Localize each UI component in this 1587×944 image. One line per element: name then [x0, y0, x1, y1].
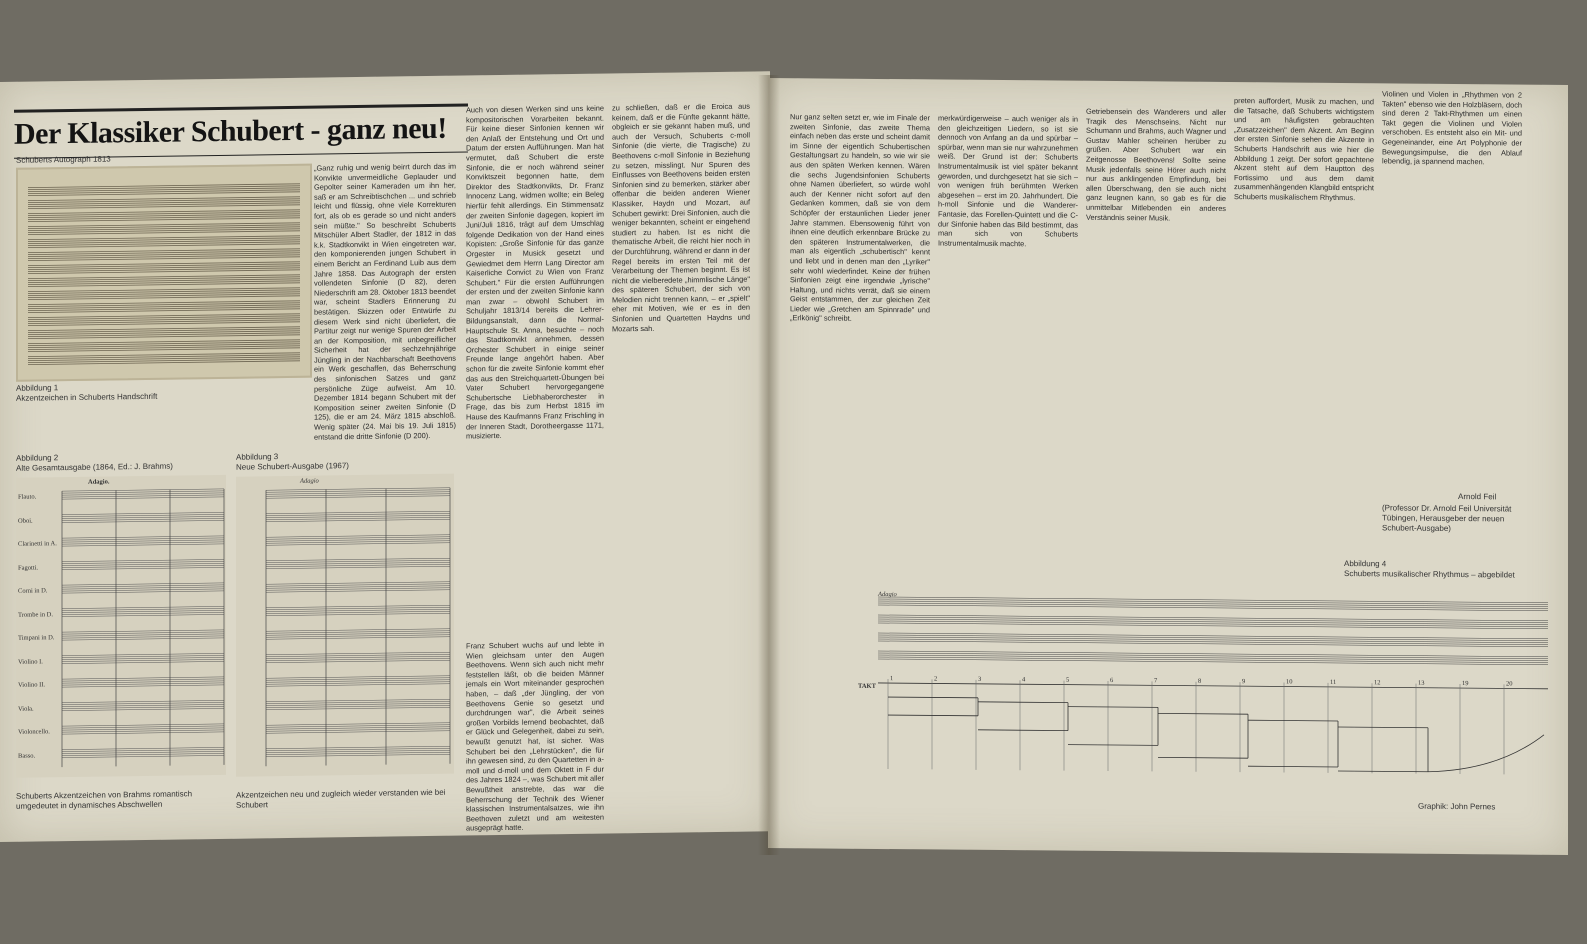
fig4-bar-number: 2: [934, 675, 938, 683]
manuscript-staff-line: [28, 314, 300, 318]
manuscript-staff-line: [28, 294, 300, 298]
autograph-manuscript: [18, 166, 310, 380]
fig1-caption-text: Akzentzeichen in Schuberts Handschrift: [16, 391, 158, 403]
manuscript-staff-line: [28, 238, 300, 242]
manuscript-staff-line: [28, 281, 300, 285]
manuscript-staff-line: [28, 318, 300, 322]
fig2-staff-line: [62, 489, 224, 491]
title-rule-top: [14, 103, 468, 112]
fig2-score: [16, 475, 226, 778]
fig4-rhythm-segment: [1158, 757, 1248, 758]
fig4-bar-number: 6: [1110, 676, 1114, 685]
manuscript-staff-line: [28, 203, 300, 207]
manuscript-staff-line: [28, 240, 300, 244]
manuscript-staff-line: [28, 210, 300, 214]
fig2-staff-line: [62, 632, 224, 634]
fig4-rhythm-segment: [978, 730, 1068, 731]
manuscript-staff-line: [28, 333, 300, 337]
fig3-tempo: Adagio: [300, 477, 319, 485]
manuscript-staff-line: [28, 229, 300, 233]
autograph-image: [16, 164, 312, 382]
fig2-instrument-label: Viola.: [18, 705, 34, 713]
fig2-staff-line: [62, 700, 224, 702]
fig2-staff-line: [62, 565, 224, 567]
text-column-4: Nur ganz selten setzt er, wie im Finale der zweiten Sinfonie, das zweite Thema einfach neben das erste und scheint damit im Sinne der eigentlich Schubertischen Gestaltungsart zu handeln, so wie wir sie aus den späten Werken kennen. Wären die sechs Jugendsinfonien Schuberts ohne Namen überliefert, so würde wohl auch der Kenner nicht sofort auf den Gedanken kommen, daß sie von dem Schöpfer der erstaunlichen Lieder jener Jahre stammen. Ebensowenig führt von ihnen eine deutlich erkennbare Brücke zu den späteren Instrumentalwerken, die man als eigentlich „schubertisch" kennt und liebt und in denen man den „Lyriker" sehr wohl wiederfindet. Keine der frühen Sinfonien zeigt eine irgendwie „lyrische" Haltung, und nichts verrät, daß sie einem Geist entstammen, der zur gleichen Zeit Lieder wie „Gretchen am Spinnrade" und „Erlkönig" schreibt.: [790, 112, 930, 324]
manuscript-staff-line: [28, 340, 300, 344]
manuscript-staff-line: [28, 301, 300, 305]
manuscript-staff-line: [28, 212, 300, 216]
manuscript-staff-line: [28, 353, 300, 357]
fig2-staff-line: [62, 608, 224, 610]
fig2-staff-line: [62, 585, 224, 587]
fig2-staff-line: [62, 730, 224, 732]
fig4-subtitle: Schuberts musikalischer Rhythmus – abgebildet: [1344, 569, 1515, 580]
fig2-staff-line: [62, 638, 224, 640]
fig2-staff-line: [62, 661, 224, 663]
fig4-bar-number: 19: [1462, 680, 1469, 688]
fig2-staff-line: [62, 659, 224, 661]
fig2-staff-line: [62, 561, 224, 563]
manuscript-staff-line: [28, 277, 300, 281]
manuscript-staff-line: [28, 186, 300, 190]
fig2-staff-line: [62, 518, 224, 520]
manuscript-staff-line: [28, 275, 300, 279]
manuscript-staff-line: [28, 253, 300, 257]
fig4-bar-number: 1: [890, 675, 894, 683]
fig2-staff-line: [62, 520, 224, 522]
manuscript-staff-line: [28, 335, 300, 339]
fig2-staff-line: [62, 538, 224, 540]
page-title: Der Klassiker Schubert - ganz neu!: [14, 111, 447, 151]
fig2-tempo: Adagio.: [88, 478, 110, 486]
fig2-staff-line: [62, 726, 224, 728]
fig2-staff-line: [62, 685, 224, 687]
fig4-takt-axis: [878, 683, 1548, 689]
fig4-rhythm-segment: [888, 697, 978, 698]
fig2-staff-line: [62, 514, 224, 516]
fig2-instrument-label: Corni in D.: [18, 587, 48, 595]
center-fold: [758, 75, 780, 855]
fig2-instrument-label: Basso.: [18, 752, 36, 760]
fig4-tempo: Adagio: [878, 590, 897, 599]
fig2-instrument-label: Oboi.: [18, 517, 33, 525]
fig2-staff-line: [62, 491, 224, 493]
manuscript-staff-line: [28, 359, 300, 363]
manuscript-staff-line: [28, 355, 300, 359]
manuscript-staff-line: [28, 216, 300, 220]
manuscript-staff-line: [28, 257, 300, 261]
fig3-caption: Akzentzeichen neu und zugleich wieder verstanden wie bei Schubert: [236, 787, 446, 810]
fig2-staff-line: [62, 724, 224, 726]
fig4-credit: Graphik: John Pernes: [1418, 801, 1496, 812]
manuscript-staff-line: [28, 346, 300, 350]
fig2-caption: Schuberts Akzentzeichen von Brahms romantisch umgedeutet in dynamisches Abschwellen: [16, 789, 193, 811]
fig2-staff-line: [62, 495, 224, 497]
manuscript-staff-line: [28, 309, 300, 313]
fig2-staff-line: [62, 497, 224, 499]
fig2-instrument-label: Clarinetti in A.: [18, 540, 57, 548]
manuscript-staff-line: [28, 305, 300, 309]
manuscript-staff-line: [28, 201, 300, 205]
manuscript-staff-line: [28, 264, 300, 268]
manuscript-staff-line: [28, 236, 300, 240]
fig2-staff-line: [62, 634, 224, 636]
fig2-staff-line: [62, 591, 224, 593]
fig2-staff-line: [62, 587, 224, 589]
manuscript-staff-line: [28, 290, 300, 294]
fig4-rhythm-segment: [1248, 766, 1338, 767]
fig2-instrument-label: Flauto.: [18, 493, 37, 501]
manuscript-staff-line: [28, 223, 300, 227]
author-affiliation: (Professor Dr. Arnold Feil Universität Tübingen, Herausgeber der neuen Schubert-Ausgabe): [1382, 503, 1512, 533]
manuscript-staff-line: [28, 218, 300, 222]
fig2-staff-lines: [16, 475, 226, 778]
fig4-rhythm-segment: [1338, 771, 1428, 772]
text-column-6: Getriebensein des Wanderers und aller Tragik des Menschseins. Nicht nur Schumann und Brahms, auch Wagner und Gustav Mahler scheinen herüber zu grüßen. Aber Schubert war ein Zeitgenosse Beethovens! Sollte seine Musik jedenfalls seine Hörer auch nicht nur aus anklingenden Empfindung, bei allen Überschwang, den sie auch nicht ganz leugnen kann, so gab es für die unmittelbar Mitlebenden ein anderes Verständnis seiner Musik.: [1086, 106, 1226, 223]
fig4-rhythm-segment: [1158, 713, 1248, 714]
left-page: [0, 71, 770, 842]
fig2-staff-line: [62, 542, 224, 544]
fig2-instrument-label: Violino I.: [18, 657, 43, 666]
fig2-staff-line: [62, 536, 224, 538]
manuscript-staff-line: [28, 225, 300, 229]
fig2-staff-line: [62, 540, 224, 542]
manuscript-staff-line: [28, 320, 300, 324]
fig2-staff-line: [62, 606, 224, 608]
text-column-2: Auch von diesen Werken sind uns keine kompositorischen Vorarbeiten bekannt. Für keine dieser Sinfonien kennen wir den Anlaß der Entstehung und Ort und Datum der ersten Aufführungen. Man hat vermutet, daß Schubert die erste Sinfonie, die er noch während seiner Konviktszeit begonnen hatte, dem Direktor des Stadtkonvikts, Dr. Franz Innocenz Lang, widmen wollte; ein Beleg hierfür fehlt allerdings. Ein Stimmensatz der zweiten Sinfonie dagegen, kopiert im Juni/Juli 1816, trägt auf dem Umschlag folgende Dedikation von der Hand eines Kopisten: „Große Sinfonie für das ganze Orgester in Musick gesetzt und Gewiedmet dem Herrn Lang Director am Kaiserliche Convict zu Wien von Franz Schubert." Für die ersten Aufführungen der ersten und der zweiten Sinfonie kann man zwar – obwohl Schubert im Schuljahr 1813/14 bereits die Lehrer-Bildungsanstalt, dann die Normal-Hauptschule St. Anna, besuchte – noch das Stadtkonvikt annehmen, dessen Orchester Schubert in einige seiner Freunde lange angehört haben. Aber schon für die zweite Sinfonie kommt eher das aus den Streichquartett-Übungen bei Vater Schubert hervorgegangene Schubertsche Liebhaberorchester in Frage, das bis zum Herbst 1815 im Hause des Kaufmanns Franz Frischling in der Inneren Stadt, Dorotheergasse 1171, musizierte.: [466, 103, 604, 441]
fig2-staff-line: [62, 751, 224, 753]
right-page: [768, 78, 1568, 855]
fig2-instrument-label: Violino II.: [18, 681, 46, 689]
manuscript-staff-line: [28, 262, 300, 266]
fig4-rhythm-graphic: [818, 578, 1548, 824]
autograph-label: Schuberts Autograph 1813: [16, 154, 111, 165]
fig3-subtitle: Neue Schubert-Ausgabe (1967): [236, 461, 349, 472]
manuscript-staff-line: [28, 283, 300, 287]
fig4-rhythm-segment: [978, 702, 1068, 703]
fig4-decay-curve: [1428, 734, 1544, 773]
text-column-1: „Ganz ruhig und wenig beirrt durch das im Konvikte unvermeidliche Geplauder und Gepolter seiner Kameraden um ihn her, saß er am Schreibtischchen ... und schrieb leicht und flüssig, ohne viele Korrekturen fort, als ob es gerade so und nicht anders sein müßte." So beschreibt Schuberts Mitschüler Albert Stadler, der 1812 in das k.k. Stadtkonvikt in Wien eingetreten war, den komponierenden jungen Schubert in einem Bericht an Ferdinand Luib aus dem Jahre 1858. Das Autograph der ersten vollendeten Sinfonie (D 82), deren Niederschrift am 28. Oktober 1813 beendet war, scheint Stadlers Erinnerung zu bestätigen. Skizzen oder Entwürfe zu diesem Werk sind nicht überliefert, die Partitur zeigt nur wenige Spuren der Arbeit an der Komposition, mit unbegreiflicher Sicherheit hat der sechzehnjährige Jüngling in der Nachbarschaft Beethovens ein Werk geschaffen, das Beherrschung des sinfonischen Satzes und ganz persönliche Züge aufweist. Am 10. Dezember 1814 begann Schubert mit der Komposition seiner zweiten Sinfonie (D 125), die er am 24. März 1815 abschloß. Wenig später (24. Mai bis 19. Juli 1815) entstand die dritte Sinfonie (D 200).: [314, 161, 456, 442]
fig2-staff-line: [62, 728, 224, 730]
manuscript-staff-line: [28, 190, 300, 194]
manuscript-staff-line: [28, 188, 300, 192]
fig2-staff-line: [62, 544, 224, 546]
manuscript-staff-line: [28, 288, 300, 292]
manuscript-staff-line: [28, 192, 300, 196]
fig2-staff-line: [62, 516, 224, 518]
fig2-staff-line: [62, 653, 224, 655]
manuscript-staff-line: [28, 357, 300, 361]
fig2-staff-line: [62, 589, 224, 591]
fig3-title: Abbildung 3: [236, 452, 279, 462]
fig4-title: Abbildung 4: [1344, 559, 1387, 569]
fig4-bar-number: 3: [978, 675, 982, 683]
manuscript-staff-line: [28, 344, 300, 348]
manuscript-staff-line: [28, 268, 300, 272]
fig2-staff-line: [62, 559, 224, 561]
fig2-staff-line: [62, 636, 224, 638]
manuscript-staff-line: [28, 199, 300, 203]
manuscript-staff-line: [28, 214, 300, 218]
fig2-staff-line: [62, 563, 224, 565]
fig2-staff-line: [62, 493, 224, 495]
fig4-bar-number: 11: [1330, 678, 1337, 686]
manuscript-staff-line: [28, 279, 300, 283]
fig2-staff-line: [62, 614, 224, 616]
fig2-staff-line: [62, 567, 224, 569]
manuscript-staff-line: [28, 197, 300, 201]
manuscript-staff-line: [28, 316, 300, 320]
fig3-score: [236, 474, 454, 777]
fig2-instrument-label: Fagotti.: [18, 563, 39, 572]
text-column-7: preten auffordert, Musik zu machen, und die Tatsache, daß Schuberts wichtigstem und am häufigsten gebrauchten „Zusatzzeichen" dem Akzent. Am Beginn der ersten Sinfonie sehen die Akzente in Schuberts Handschrift aus wie hier die Abbildung 1 zeigt. Der sofort gepachtene Akzent steht auf dem Hauptton des Fortissimo und aus dem damit zusammenhängenden Klangbild entspricht Schuberts musikalischem Rhythmus.: [1234, 96, 1374, 203]
manuscript-staff-line: [28, 231, 300, 235]
manuscript-staff-line: [28, 322, 300, 326]
fig4-rhythm-segment: [1068, 707, 1158, 708]
text-column-2b: Franz Schubert wuchs auf und lebte in Wien gleichsam unter den Augen Beethovens. Wenn sich auch nicht mehr feststellen läßt, ob die beiden Männer jemals ein Wort miteinander gesprochen haben, – daß „der Jüngling, der von Beethovens Genie so gesetzt und durchdrungen war", die Arbeit seines großen Vorbilds lernend beobachtet, daß er Glück und Gelegenheit, dabei zu sein, bewußt genutzt hat, ist sicher. Was Schubert bei den „Lehrstücken", die für ihn gewesen sind, zu den Quartetten in a-moll und d-moll und dem Oktett in F dur des Jahres 1824 –, was Schubert mit aller Bewußtheit anstrebte, das war die Beherrschung der Technik des Wiener klassischen Instrumentalsatzes, wie ihn Beethoven zuletzt und am weitesten ausgeprägt hatte.: [466, 639, 604, 833]
fig4-bar-number: 5: [1066, 676, 1070, 684]
manuscript-staff-line: [28, 292, 300, 296]
fig2-staff-line: [62, 610, 224, 612]
text-column-8: Violinen und Violen in „Rhythmen von 2 Takten" ebenso wie den Holzbläsern, doch sind deren 2 Takt-Rhythmen um einen Takt gegen die Violinen und Violen verschoben. Es entsteht also ein Mit- und Gegeneinander, eine Art Polyphonie der Bewegungsimpulse, die den Ablauf lebendig, ja spannend machen.: [1382, 89, 1522, 167]
fig2-staff-line: [62, 747, 224, 749]
fig2-staff-line: [62, 706, 224, 708]
fig4-diagram: [818, 578, 1548, 824]
fig2-staff-line: [62, 630, 224, 632]
fig2-staff-line: [62, 655, 224, 657]
fig4-bar-number: 7: [1154, 677, 1158, 685]
manuscript-staff-line: [28, 348, 300, 352]
fig2-staff-line: [62, 677, 224, 679]
author-signature: Arnold Feil: [1458, 492, 1497, 502]
fig2-staff-line: [62, 732, 224, 734]
fig2-staff-line: [62, 657, 224, 659]
fig2-staff-line: [62, 702, 224, 704]
manuscript-staff-line: [28, 227, 300, 231]
fig4-bar-number: 20: [1506, 680, 1513, 688]
text-column-3: zu schließen, daß er die Eroica aus keinem, daß er die Fünfte gekannt hätte, obgleich er sie gekannt haben muß, und auch der Versuch, Schuberts c-moll Sinfonie (die vierte, die Tragische) zu Beethovens c-moll Sinfonie in Beziehung zu setzen, misslingt. Nur Spuren des Einflusses von Beethovens beiden ersten Sinfonien sind zu bemerken, stärker aber offenbar die beiden anderen Wiener Klassiker, Haydn und Mozart, auf Schubert gewirkt: Drei Sinfonien, auch die weniger bekannten, scheint er eingehend studiert zu haben. Ist es nicht die thematische Arbeit, die reicht hier noch in der Durchführung, während er dann in der Regel bereits im ersten Teil mit der Verarbeitung der Themen beginnt. Es ist nicht die vielberedete „himmlische Länge" des späteren Schubert, der sich von Melodien nicht trennen kann, – er „spielt" eher mit Motiven, wie er es in den Sinfonien und Quartetten Haydns und Mozarts sah.: [612, 101, 750, 334]
fig2-staff-line: [62, 679, 224, 681]
manuscript-staff-line: [28, 242, 300, 246]
manuscript-staff-line: [28, 249, 300, 253]
fig2-staff-line: [62, 681, 224, 683]
fig1-caption-title: Abbildung 1: [16, 383, 59, 393]
fig3-staff-lines: [236, 474, 454, 777]
text-column-5: merkwürdigerweise – auch weniger als in den gleichzeitigen Liedern, so ist sie dennoch von Anfang an da und spürbar – spürbar, wenn man sie nur wahrzunehmen weiß. Der Grund ist der: Schuberts Instrumentalmusik ist viel später bekannt geworden, und durchgesetzt hat sie sich – von wenigen früh berühmten Werken abgesehen – erst im 20. Jahrhundert. Die h-moll Sinfonie und die Wanderer-Fantasie, das Forellen-Quintett und die C-dur Sinfonie haben das Bild bestimmt, das man sich von Schuberts Instrumentalmusik machte.: [938, 113, 1078, 248]
manuscript-staff-line: [28, 342, 300, 346]
fig2-staff-line: [62, 749, 224, 751]
fig2-staff-line: [62, 512, 224, 514]
fig4-bar-number: 8: [1198, 677, 1202, 685]
fig2-staff-line: [62, 755, 224, 757]
fig4-bar-number: 13: [1418, 679, 1425, 687]
manuscript-staff-line: [28, 307, 300, 311]
fig2-staff-line: [62, 612, 224, 614]
fig4-bar-number: 4: [1022, 676, 1026, 684]
fig4-rhythm-segment: [888, 715, 978, 716]
manuscript-staff-line: [28, 255, 300, 259]
manuscript-staff-line: [28, 244, 300, 248]
fig2-staff-line: [62, 753, 224, 755]
fig2-instrument-label: Trombe in D.: [18, 610, 53, 619]
fig2-subtitle: Alte Gesamtausgabe (1864, Ed.: J. Brahms): [16, 461, 173, 473]
fig4-bar-number: 10: [1286, 678, 1293, 686]
fig4-bar-number: 9: [1242, 678, 1246, 686]
fig2-staff-line: [62, 583, 224, 585]
fig4-takt-label: TAKT: [858, 682, 876, 690]
manuscript-staff-line: [28, 327, 300, 331]
manuscript-staff-line: [28, 296, 300, 300]
fig2-title: Abbildung 2: [16, 453, 59, 463]
manuscript-staff-line: [28, 361, 300, 365]
manuscript-staff-line: [28, 331, 300, 335]
fig4-rhythm-segment: [1248, 720, 1338, 721]
manuscript-staff-line: [28, 303, 300, 307]
fig2-staff-line: [62, 708, 224, 710]
fig2-instrument-label: Violoncello.: [18, 728, 50, 736]
manuscript-staff-line: [28, 266, 300, 270]
manuscript-staff-line: [28, 329, 300, 333]
manuscript-staff-line: [28, 270, 300, 274]
fig4-rhythm-segment: [1338, 727, 1428, 728]
manuscript-staff-line: [28, 184, 300, 188]
manuscript-staff-line: [28, 205, 300, 209]
fig2-staff-line: [62, 683, 224, 685]
manuscript-staff-line: [28, 251, 300, 255]
fig4-bar-number: 12: [1374, 679, 1381, 687]
fig2-instrument-label: Timpani in D.: [18, 634, 55, 642]
fig2-staff-line: [62, 704, 224, 706]
fig4-rhythm-segment: [1068, 745, 1158, 746]
